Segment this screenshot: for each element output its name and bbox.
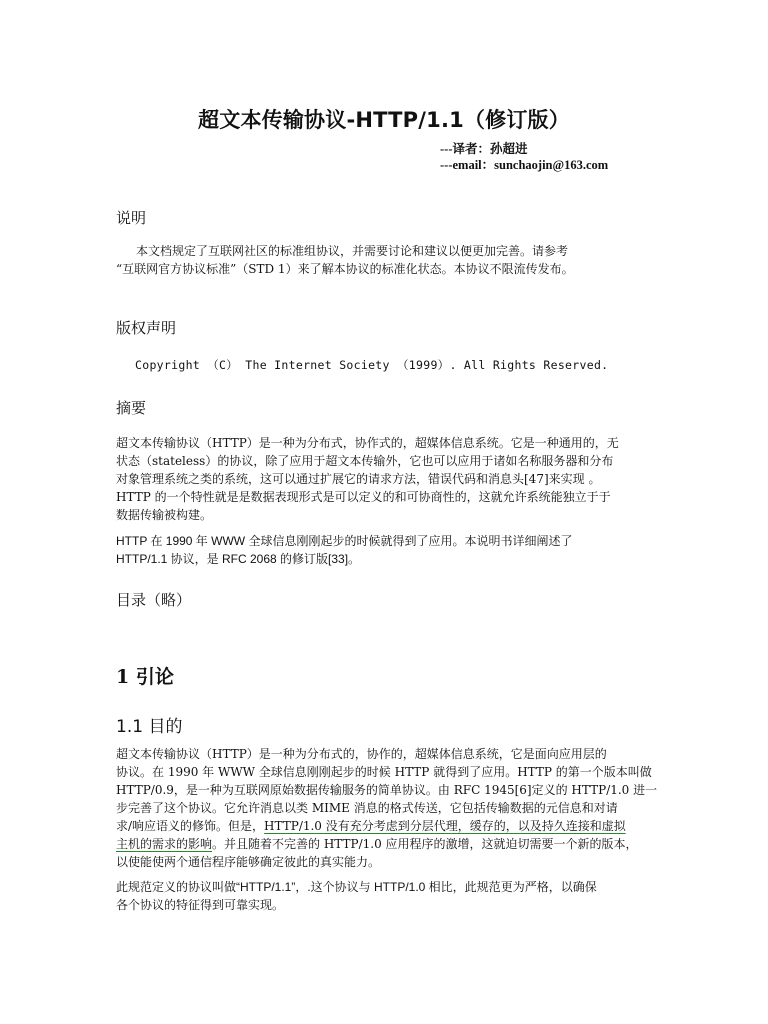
purpose-line: 各个协议的特征得到可靠实现。 [116,898,285,912]
abstract-line: HTTP/1.1 协议，是 RFC 2068 的修订版[33]。 [116,552,361,566]
abstract-line: 状态（stateless）的协议，除了应用于超文本传输外，它也可以应用于诸如名称服务器和分布 [116,454,614,468]
abstract-paragraph-1 [116,434,676,524]
copyright-heading: 版权声明 [116,319,177,337]
explanation-paragraph [116,242,676,278]
purpose-line [116,835,676,853]
purpose-paragraph-1 [116,745,676,871]
purpose-line: 协议。在 1990 年 WWW 全球信息刚刚起步的时候 HTTP 就得到了应用。HTTP 的第一个版本叫做 [116,765,652,779]
purpose-paragraph-2 [116,878,676,914]
document-title: 超文本传输协议-HTTP/1.1（修订版） [198,108,570,132]
underlined-text: 主机的需求的影响 [116,837,213,851]
explanation-line: 本文档规定了互联网社区的标准组协议，并需要讨论和建议以便更加完善。请参考 [136,244,569,258]
abstract-line: HTTP 的一个特性就是是数据表现形式是可以定义的和可协商性的，这就允许系统能独立于于 [116,490,611,504]
explanation-heading: 说明 [116,209,147,227]
purpose-line: 以使能使两个通信程序能够确定彼此的真实能力。 [116,855,381,869]
purpose-heading: 1.1 目的 [116,717,183,737]
copyright-text: Copyright （C） The Internet Society （1999）. All Rights Reserved. [135,358,609,372]
abstract-line: 数据传输被构建。 [116,508,213,522]
abstract-paragraph-2 [116,532,676,568]
purpose-text: 。并且随着不完善的 HTTP/1.0 应用程序的激增，这就迫切需要一个新的版本， [212,837,638,851]
abstract-line: HTTP 在 1990 年 WWW 全球信息刚刚起步的时候就得到了应用。本说明书详细阐述了 [116,534,573,548]
explanation-line: “互联网官方协议标准”（STD 1）来了解本协议的标准化状态。本协议不限流传发布。 [116,262,574,276]
purpose-line: 步完善了这个协议。它允许消息以类 MIME 消息的格式传送，它包括传输数据的元信息和对请 [116,801,618,815]
purpose-line [116,817,676,835]
toc-heading: 目录（略） [116,591,192,609]
abstract-heading: 摘要 [116,399,147,417]
abstract-line: 超文本传输协议（HTTP）是一种为分布式，协作式的，超媒体信息系统。它是一种通用的，无 [116,436,619,450]
purpose-line: 此规范定义的协议叫做“HTTP/1.1”，.这个协议与 HTTP/1.0 相比，此规范更为严格，以确保 [116,880,597,894]
purpose-text: 求/响应语义的修饰。但是， [116,819,265,833]
intro-heading: 1 引论 [116,666,174,688]
abstract-line: 对象管理系统之类的系统，这可以通过扩展它的请求方法，错误代码和消息头[47]来实现 。 [116,472,601,486]
underlined-text: HTTP/1.0 没有充分考虑到分层代理，缓存的，以及持久连接和虚拟 [264,819,626,833]
purpose-line: 超文本传输协议（HTTP）是一种为分布式的，协作的，超媒体信息系统，它是面向应用层的 [116,747,607,761]
email-line: ---email：sunchaojin@163.com [440,158,609,172]
translator-line: ---译者：孙超进 [440,142,528,156]
purpose-line: HTTP/0.9，是一种为互联网原始数据传输服务的简单协议。由 RFC 1945[6]定义的 HTTP/1.0 进一 [116,783,658,797]
